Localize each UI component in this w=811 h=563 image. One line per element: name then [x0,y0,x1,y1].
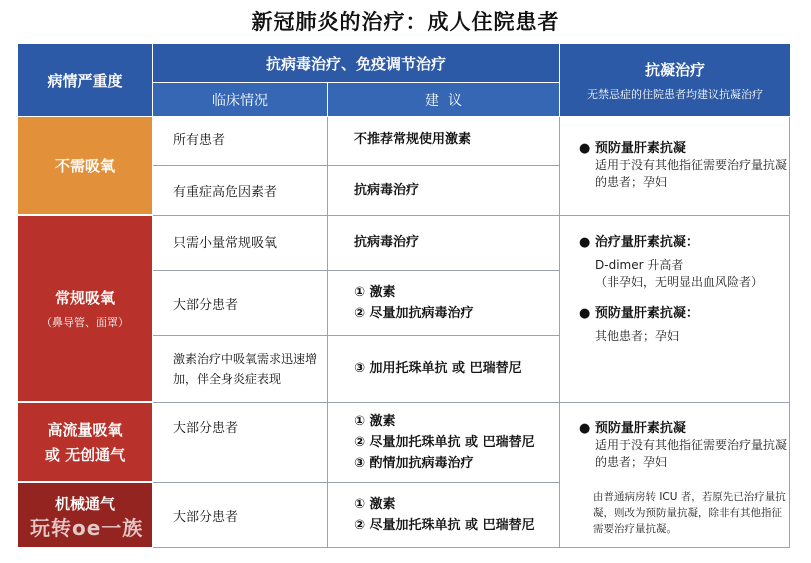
recommend-line: ① 激素 [354,497,396,512]
grid-line [153,547,790,548]
recommend-line: ① 激素 [354,285,396,300]
header-anticoag-label: 抗凝治疗 [644,60,705,79]
header-clinical [153,83,327,116]
recommend-line: 抗病毒治疗 [354,182,420,198]
recommend-line: ② 尽量加托珠单抗 或 巴瑞替尼 [354,434,535,450]
anticoag-title: ● 预防量肝素抗凝： [579,306,699,321]
grid-line [153,270,559,271]
header-recommend [328,83,559,116]
clinical-cell [153,483,327,547]
header-recommend-label: 建 议 [425,92,462,109]
severity-none [18,117,152,214]
grid-line [153,335,559,336]
recommend-line: ② 尽量加抗病毒治疗 [354,306,474,321]
anticoag-block-b [565,234,787,345]
anticoag-title: ● 治疗量肝素抗凝： [579,235,699,250]
header-clinical-label: 临床情况 [212,92,268,109]
recommend-cell [328,336,559,401]
severity-highflow-label1: 高流量吸氧 [47,421,123,439]
recommend-cell [328,483,559,547]
grid-line [153,215,790,216]
severity-conventional-sub: （鼻导管、面罩） [41,316,129,329]
severity-none-label: 不需吸氧 [54,157,115,175]
anticoag-note: 适用于没有其他指征需要治疗量抗凝的患者；孕妇 [595,438,788,469]
grid-line [153,482,559,483]
clinical-cell [153,271,327,335]
severity-highflow [18,403,152,481]
clinical-cell [153,117,327,165]
grid-line [153,402,790,403]
clinical-cell [153,336,327,401]
recommend-cell [328,271,559,335]
severity-highflow-label2: 或 无创通气 [44,446,126,464]
header-anticoag-sub: 无禁忌症的住院患者均建议抗凝治疗 [587,87,763,101]
severity-conventional [18,216,152,401]
recommend-line: ① 激素 [354,413,396,429]
recommend-cell [328,403,559,481]
recommend-cell [328,216,559,270]
anticoag-note: 适用于没有其他指征需要治疗量抗凝的患者；孕妇 [595,158,788,189]
anticoag-note: （非孕妇，无明显出血风险者） [595,275,764,289]
header-severity [18,44,152,116]
anticoag-block-c [565,420,787,537]
grid-line [327,117,328,547]
severity-conventional-label: 常规吸氧 [54,289,115,307]
grid-line [559,117,560,547]
recommend-line: ② 尽量加托珠单抗 或 巴瑞替尼 [354,518,535,533]
watermark: 玩转oe一族 [30,516,144,540]
header-severity-label: 病情严重度 [47,71,123,90]
header-antiviral-label: 抗病毒治疗、免疫调节治疗 [265,54,446,73]
anticoag-title: ● 预防量肝素抗凝 [579,141,686,156]
clinical-cell [153,166,327,214]
clinical-text: 大部分患者 [173,421,239,436]
clinical-text: 有重症高危因素者 [173,184,278,200]
anticoag-note: 其他患者；孕妇 [595,329,680,343]
header-antiviral [153,44,559,82]
clinical-cell [153,216,327,270]
clinical-text: 大部分患者 [173,297,239,313]
anticoag-note: D-dimer 升高者 [595,258,684,272]
anticoag-extra: 由普通病房转 ICU 者，若原先已治疗量抗凝，则改为预防量抗凝，除非有其他指征需要治疗量抗凝。 [593,491,786,535]
anticoag-block-a [565,140,787,191]
clinical-text: 大部分患者 [173,509,239,525]
page-title: 新冠肺炎的治疗：成人住院患者 [251,9,560,34]
clinical-text: 只需小量常规吸氧 [173,236,278,251]
recommend-cell [328,117,559,165]
clinical-text: 所有患者 [173,133,226,148]
clinical-cell [153,403,327,481]
grid-line [789,117,790,547]
recommend-line: 不推荐常规使用激素 [354,132,472,147]
anticoag-title: ● 预防量肝素抗凝 [579,421,686,436]
grid-line [153,165,559,166]
severity-mechanical-label: 机械通气 [54,495,115,513]
recommend-line: 抗病毒治疗 [354,235,420,250]
recommend-line: ③ 加用托珠单抗 或 巴瑞替尼 [354,361,522,376]
clinical-text: 激素治疗中吸氧需求迅速增加，伴全身炎症表现 [173,351,318,386]
recommend-line: ③ 酌情加抗病毒治疗 [354,455,474,471]
recommend-cell [328,166,559,214]
header-anticoag [560,44,790,116]
